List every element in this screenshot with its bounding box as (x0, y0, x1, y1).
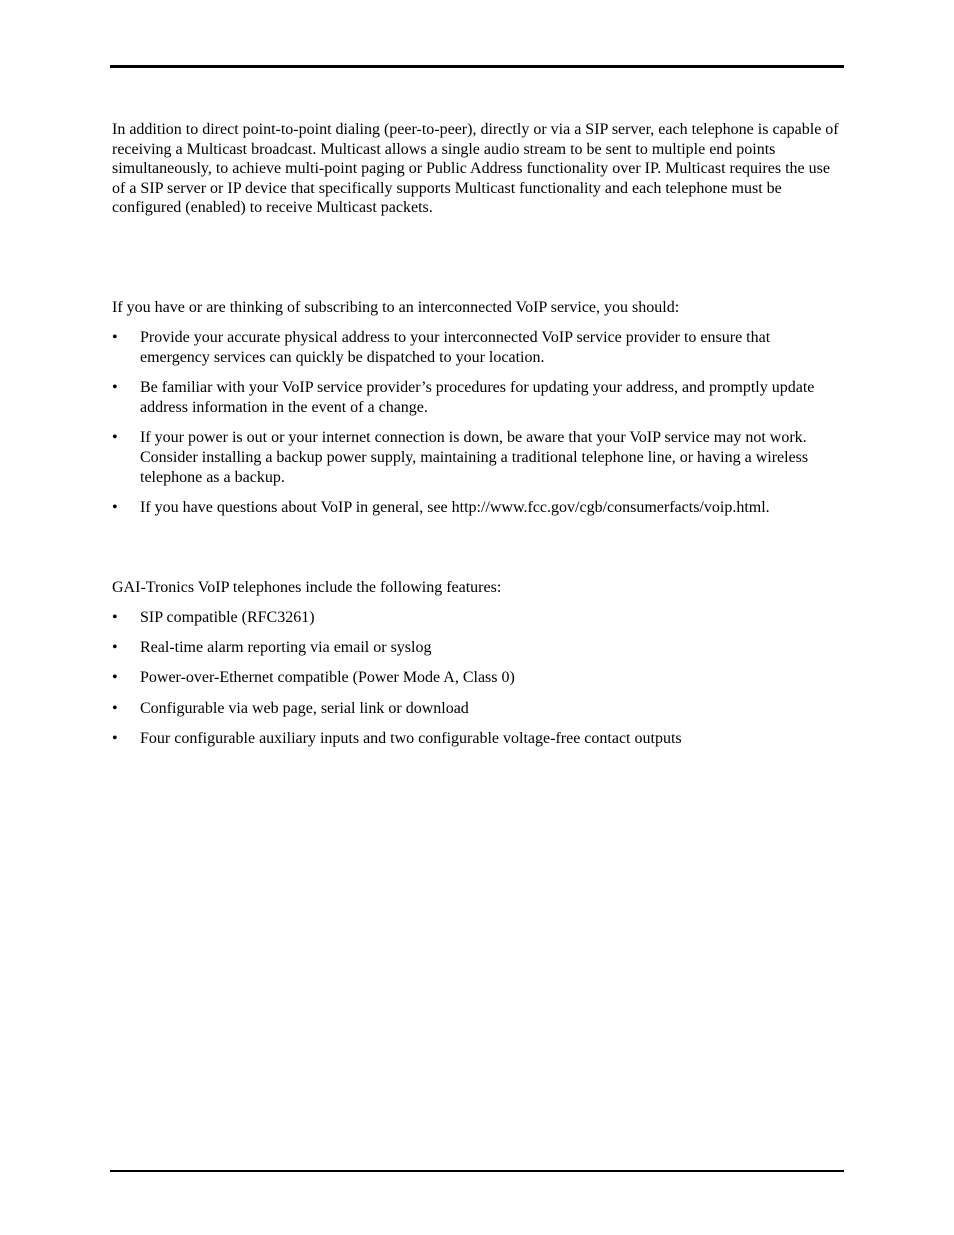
list-item (112, 378, 842, 418)
list-item (112, 668, 842, 688)
bullet-icon: • (112, 669, 118, 686)
list-item (112, 328, 842, 368)
list-item-text: Be familiar with your VoIP service provider’s procedures for updating your address, and promptly update address information in the event of a change. (140, 379, 815, 416)
list-item-text: If your power is out or your internet connection is down, be aware that your VoIP service may not work. Consider installing a backup power supply, maintaining a traditional telephone line, or having a wireless telephone as a backup. (140, 429, 809, 486)
list-item (112, 608, 842, 628)
list-item (112, 729, 842, 749)
bullet-icon: • (112, 639, 118, 656)
list-item (112, 638, 842, 658)
multicast-paragraph: In addition to direct point-to-point dialing (peer-to-peer), directly or via a SIP server, each telephone is capable of receiving a Multicast broadcast. Multicast allows a single audio stream to be sent to multiple end points simultaneously, to achieve multi-point paging or Public Address functionality over IP. Multicast requires the use of a SIP server or IP device that specifically supports Multicast functionality and each telephone must be configured (enabled) to receive Multicast packets. (112, 121, 839, 217)
voip-intro: If you have or are thinking of subscribing to an interconnected VoIP service, you should: (112, 299, 680, 316)
features-bullet-list (112, 578, 842, 758)
list-item-text: Power-over-Ethernet compatible (Power Mode A, Class 0) (140, 669, 515, 686)
list-item-text: SIP compatible (RFC3261) (140, 609, 315, 626)
list-item-text: If you have questions about VoIP in general, see http://www.fcc.gov/cgb/consumerfacts/voip.html. (140, 499, 770, 516)
list-item (112, 498, 842, 518)
list-item-text: Configurable via web page, serial link or download (140, 700, 469, 717)
list-item-text: Real-time alarm reporting via email or syslog (140, 639, 432, 656)
bullet-icon: • (112, 379, 118, 396)
bullet-icon: • (112, 499, 118, 516)
voip-bullet-list (112, 298, 842, 538)
list-item (112, 699, 842, 719)
bullet-icon: • (112, 730, 118, 747)
bullet-icon: • (112, 429, 118, 446)
list-item-text: Provide your accurate physical address to your interconnected VoIP service provider to ensure that emergency services can quickly be dispatched to your location. (140, 329, 771, 366)
list-item (112, 428, 842, 488)
list-item-text: Four configurable auxiliary inputs and two configurable voltage-free contact outputs (140, 730, 682, 747)
bullet-icon: • (112, 329, 118, 346)
features-intro: GAI-Tronics VoIP telephones include the following features: (112, 579, 502, 596)
footer-rule (110, 1170, 844, 1172)
header-rule (110, 65, 844, 68)
bullet-icon: • (112, 700, 118, 717)
bullet-icon: • (112, 609, 118, 626)
